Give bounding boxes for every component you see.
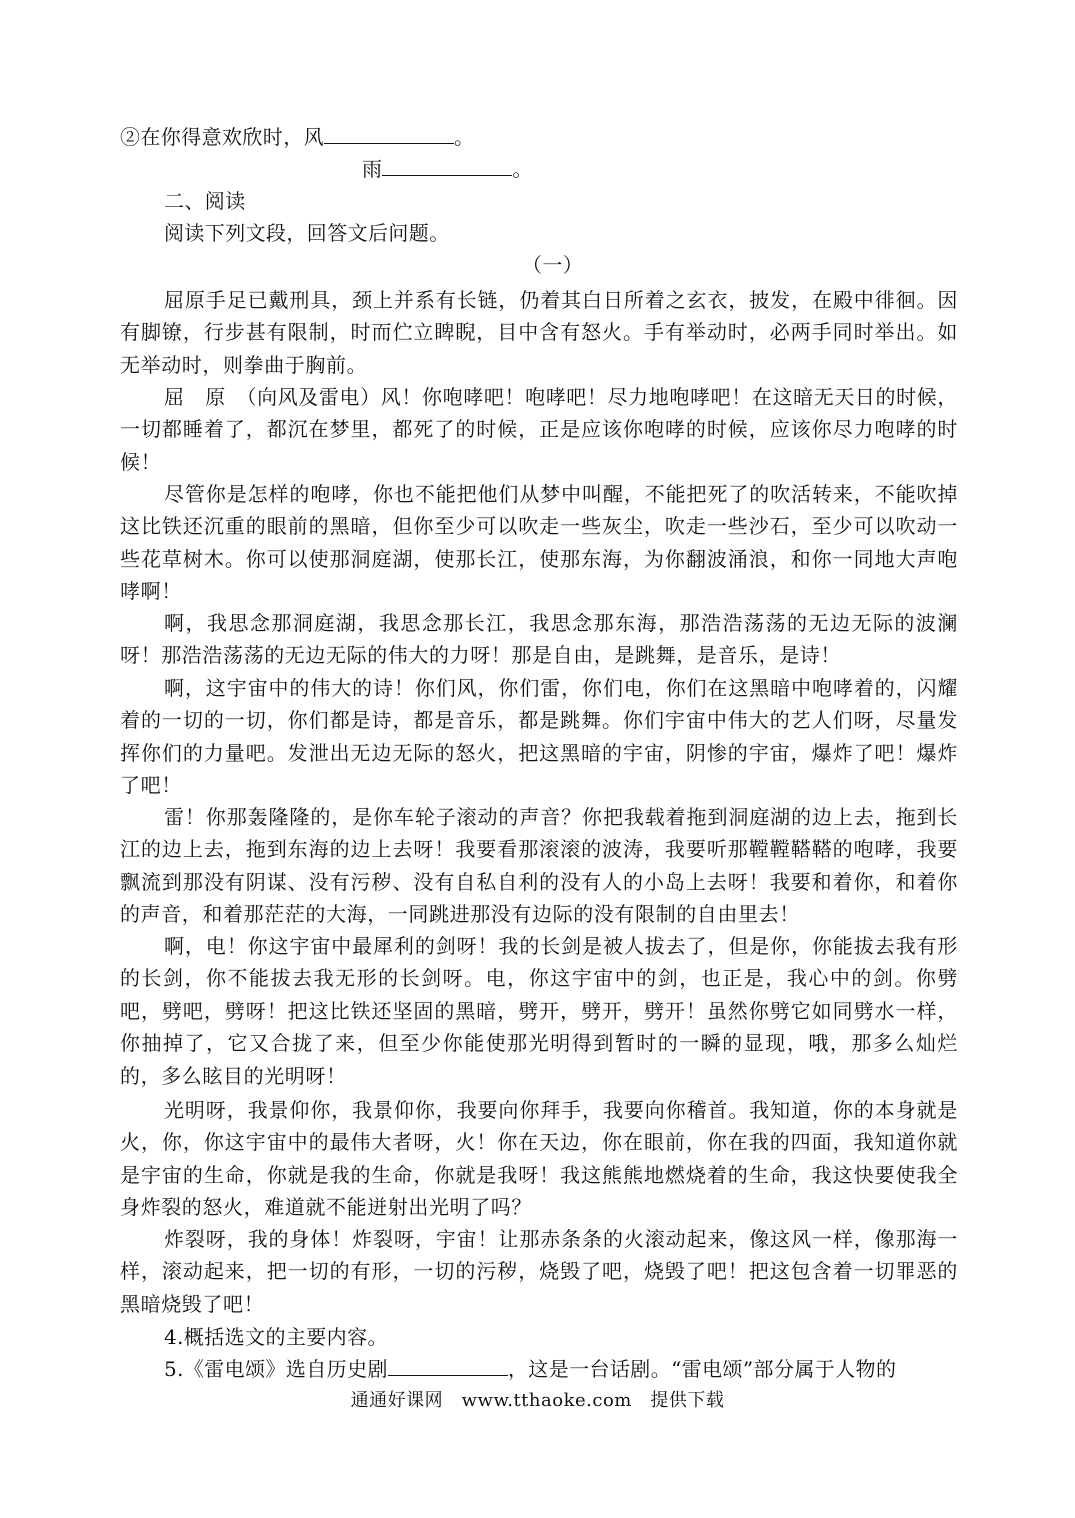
passage-paragraph: 啊，我思念那洞庭湖，我思念那长江，我思念那东海，那浩浩荡荡的无边无际的波澜呀！那浩浩荡荡的无边无际的伟大的力呀！那是自由，是跳舞，是音乐，是诗！ — [120, 611, 958, 668]
question-4: 4.概括选文的主要内容。 — [164, 1325, 388, 1349]
section-instruction: 阅读下列文段，回答文后问题。 — [164, 221, 450, 245]
question-item-2-wind — [120, 120, 960, 154]
passage-paragraph: 屈原手足已戴刑具，颈上并系有长链，仍着其白日所着之玄衣，披发，在殿中徘徊。因有脚镣，行步甚有限制，时而伫立睥睨，目中含有怒火。手有举动时，必两手同时举出。如无举动时，则拳曲于胸前。 — [120, 288, 958, 377]
question-item-2-rain — [362, 152, 662, 186]
page-footer: 通通好课网 www.tthaoke.com 提供下载 — [350, 1390, 725, 1411]
answer-blank-wind — [324, 121, 454, 144]
passage-paragraph: 光明呀，我景仰你，我景仰你，我要向你拜手，我要向你稽首。我知道，你的本身就是火，你，你这宇宙中的最伟大者呀，火！你在天边，你在眼前，你在我的四面，我知道你就是宇宙的生命，你就是我的生命，你就是我呀！我这熊熊地燃烧着的生命，我这快要使我全身炸裂的怒火，难道就不能迸射出光明了吗？ — [120, 1098, 958, 1220]
question-item-2-end: 。 — [454, 125, 475, 149]
answer-blank-rain — [382, 153, 512, 176]
passage-paragraph: 啊，这宇宙中的伟大的诗！你们风，你们雷，你们电，你们在这黑暗中咆哮着的，闪耀着的一切的一切，你们都是诗，都是音乐，都是跳舞。你们宇宙中伟大的艺人们呀，尽量发挥你们的力量吧。发泄出无边无际的怒火，把这黑暗的宇宙，阴惨的宇宙，爆炸了吧！爆炸了吧！ — [120, 676, 958, 798]
question-5-prefix: 5.《雷电颂》选自历史剧 — [164, 1357, 388, 1381]
question-5-suffix: ，这是一台话剧。“雷电颂”部分属于人物的 — [507, 1357, 897, 1381]
section-title: 二、阅读 — [164, 189, 246, 213]
passage-paragraph: 屈 原 （向风及雷电）风！你咆哮吧！咆哮吧！尽力地咆哮吧！在这暗无天日的时候，一切都睡着了，都沉在梦里，都死了的时候，正是应该你咆哮的时候，应该你尽力咆哮的时候！ — [120, 385, 958, 474]
question-item-2-prefix: ②在你得意欢欣时，风 — [120, 125, 324, 149]
question-item-2-rain-label: 雨 — [362, 157, 383, 181]
question-item-2-rain-end: 。 — [512, 157, 533, 181]
part-label: （一） — [522, 253, 584, 277]
passage-paragraph: 雷！你那轰隆隆的，是你车轮子滚动的声音？你把我载着拖到洞庭湖的边上去，拖到长江的边上去，拖到东海的边上去呀！我要看那滚滚的波涛，我要听那鞺鞺鞳鞳的咆哮，我要飘流到那没有阴谋、没有污秽、没有自私自利的没有人的小岛上去呀！我要和着你，和着你的声音，和着那茫茫的大海，一同跳进那没有边际的没有限制的自由里去！ — [120, 805, 958, 927]
passage-paragraph: 尽管你是怎样的咆哮，你也不能把他们从梦中叫醒，不能把死了的吹活转来，不能吹掉这比铁还沉重的眼前的黑暗，但你至少可以吹走一些灰尘，吹走一些沙石，至少可以吹动一些花草树木。你可以使那洞庭湖，使那长江，使那东海，为你翻波涌浪，和你一同地大声咆哮啊！ — [120, 482, 958, 604]
passage-paragraph: 炸裂呀，我的身体！炸裂呀，宇宙！让那赤条条的火滚动起来，像这风一样，像那海一样，滚动起来，把一切的有形，一切的污秽，烧毁了吧，烧毁了吧！把这包含着一切罪恶的黑暗烧毁了吧！ — [120, 1227, 958, 1316]
question-5 — [164, 1352, 960, 1386]
passage-paragraph: 啊，电！你这宇宙中最犀利的剑呀！我的长剑是被人拔去了，但是你，你能拔去我有形的长剑，你不能拔去我无形的长剑呀。电，你这宇宙中的剑，也正是，我心中的剑。你劈吧，劈吧，劈呀！把这比铁还坚固的黑暗，劈开，劈开，劈开！虽然你劈它如同劈水一样，你抽掉了，它又合拢了来，但至少你能使那光明得到暂时的一瞬的显现，哦，那多么灿烂的，多么眩目的光明呀！ — [120, 934, 958, 1088]
answer-blank-play — [388, 1353, 508, 1376]
